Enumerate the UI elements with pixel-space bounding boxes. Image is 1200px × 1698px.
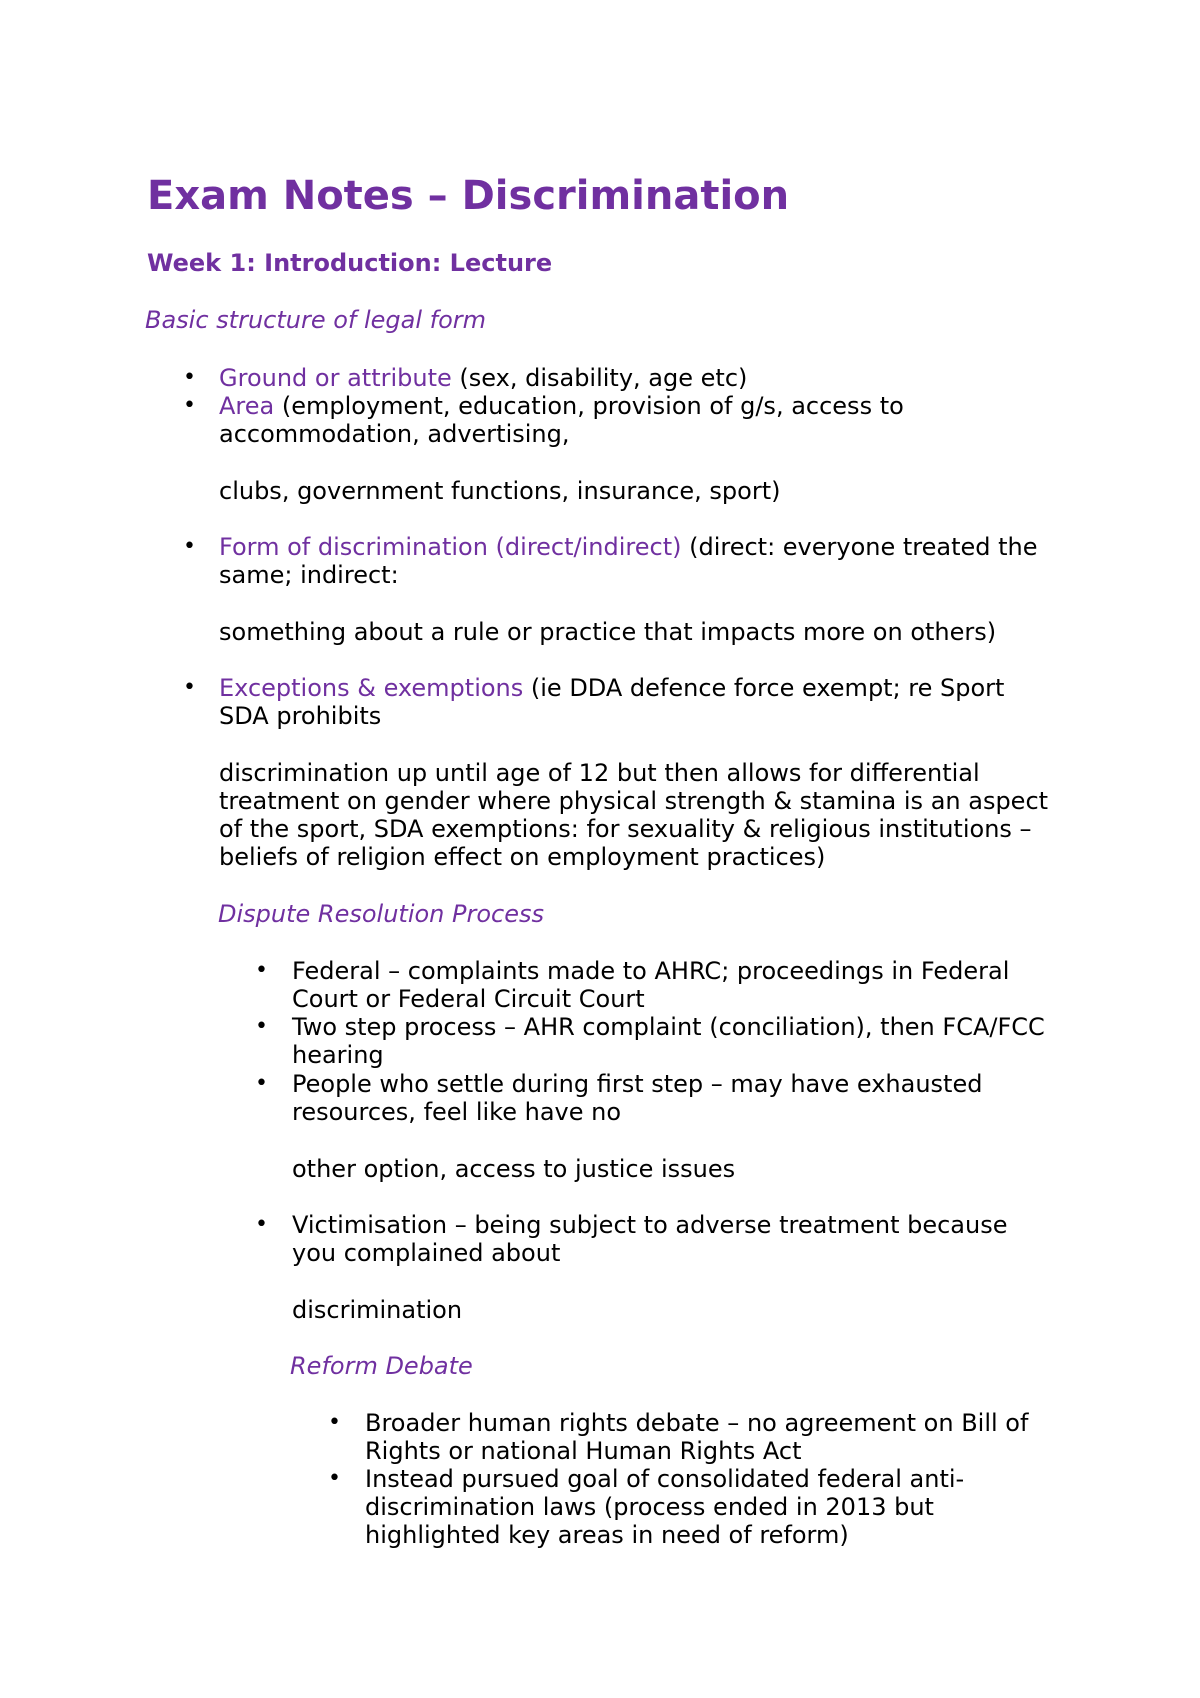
reform-heading: Reform Debate: [290, 1352, 473, 1380]
bullet-icon: •: [183, 675, 196, 700]
structure-item-line: [219, 533, 1038, 561]
dispute-item-line: Victimisation – being subject to adverse treatment because: [292, 1211, 1008, 1239]
structure-item-continuation: treatment on gender where physical strength & stamina is an aspect: [219, 787, 1049, 815]
dispute-item-line: you complained about: [292, 1239, 561, 1267]
dispute-item-line: resources, feel like have no: [292, 1098, 622, 1126]
structure-item-line: [219, 392, 904, 420]
dispute-item-continuation: discrimination: [292, 1296, 463, 1324]
structure-item-continuation: discrimination up until age of 12 but then allows for differential: [219, 759, 980, 787]
bullet-icon: •: [255, 1071, 268, 1096]
reform-item-line: Instead pursued goal of consolidated federal anti-: [365, 1465, 965, 1493]
bullet-icon: •: [183, 534, 196, 559]
bullet-icon: •: [255, 1212, 268, 1237]
bullet-icon: •: [183, 365, 196, 390]
structure-item-continuation: of the sport, SDA exemptions: for sexuality & religious institutions –: [219, 815, 1032, 843]
structure-item-term: Area: [219, 392, 275, 420]
bullet-icon: •: [255, 958, 268, 983]
bullet-icon: •: [255, 1014, 268, 1039]
structure-heading: Basic structure of legal form: [145, 306, 487, 334]
dispute-item-line: Court or Federal Circuit Court: [292, 985, 645, 1013]
structure-item-term: Ground or attribute: [219, 364, 452, 392]
dispute-item-line: Two step process – AHR complaint (conciliation), then FCA/FCC: [292, 1013, 1045, 1041]
bullet-icon: •: [183, 393, 196, 418]
reform-item-line: Rights or national Human Rights Act: [365, 1437, 802, 1465]
structure-item-line: SDA prohibits: [219, 702, 382, 730]
bullet-icon: •: [328, 1410, 341, 1435]
reform-item-line: Broader human rights debate – no agreement on Bill of: [365, 1409, 1029, 1437]
structure-item-text: (sex, disability, age etc): [451, 364, 748, 392]
dispute-item-continuation: other option, access to justice issues: [292, 1155, 736, 1183]
structure-item-line: accommodation, advertising,: [219, 420, 570, 448]
reform-item-line: discrimination laws (process ended in 2013 but: [365, 1493, 934, 1521]
structure-item-term: Exceptions & exemptions: [219, 674, 524, 702]
structure-item-continuation: clubs, government functions, insurance, sport): [219, 477, 781, 505]
structure-item-term: Form of discrimination (direct/indirect): [219, 533, 682, 561]
structure-item-line: [219, 674, 1004, 702]
reform-item-line: highlighted key areas in need of reform): [365, 1521, 849, 1549]
structure-item-continuation: something about a rule or practice that impacts more on others): [219, 618, 997, 646]
structure-item-text: (ie DDA defence force exempt; re Sport: [523, 674, 1005, 702]
structure-item-line: [219, 364, 747, 392]
structure-item-line: same; indirect:: [219, 561, 399, 589]
dispute-item-line: Federal – complaints made to AHRC; proceedings in Federal: [292, 957, 1010, 985]
structure-item-text: (employment, education, provision of g/s, access to: [274, 392, 904, 420]
week-heading: Week 1: Introduction: Lecture: [147, 249, 553, 277]
dispute-heading: Dispute Resolution Process: [218, 900, 545, 928]
page-title: Exam Notes – Discrimination: [147, 173, 790, 219]
dispute-item-line: hearing: [292, 1041, 384, 1069]
structure-item-continuation: beliefs of religion effect on employment practices): [219, 843, 826, 871]
structure-item-text: (direct: everyone treated the: [681, 533, 1038, 561]
dispute-item-line: People who settle during first step – may have exhausted: [292, 1070, 983, 1098]
bullet-icon: •: [328, 1466, 341, 1491]
